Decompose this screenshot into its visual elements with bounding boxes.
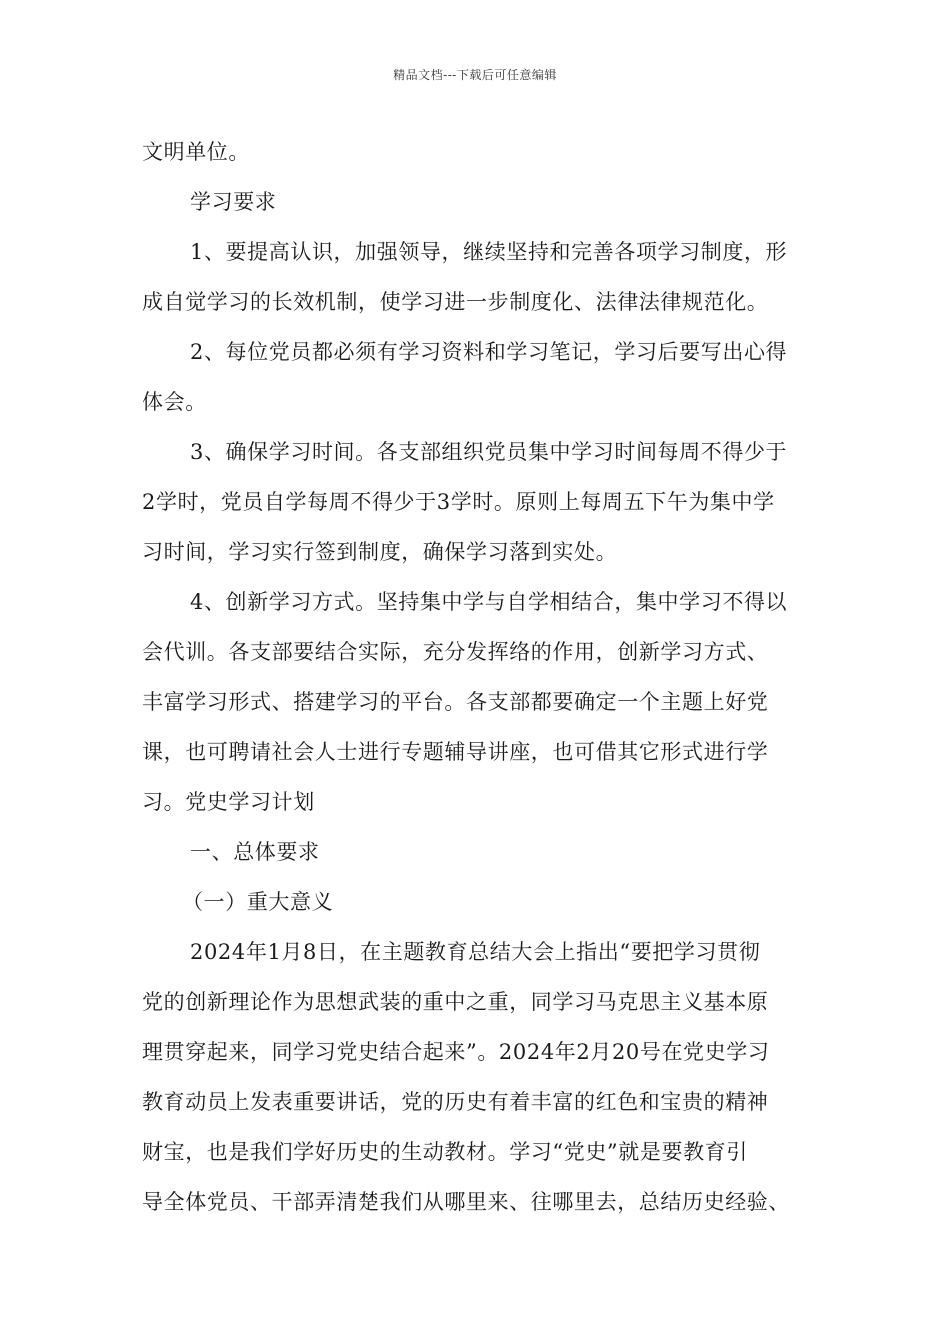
text-line: 会代训。各支部要结合实际，充分发挥络的作用，创新学习方式、 (142, 640, 769, 664)
text-line: 2024年1月8日，在主题教育总结大会上指出“要把学习贯彻 (190, 940, 761, 964)
text-line: 2学时，党员自学每周不得少于3学时。原则上每周五下午为集中学 (142, 490, 775, 514)
text-line: 党的创新理论作为思想武装的重中之重，同学习马克思主义基本原 (142, 990, 769, 1014)
text-line: 教育动员上发表重要讲话，党的历史有着丰富的红色和宝贵的精神 (142, 1090, 769, 1114)
text-line: 习时间，学习实行签到制度，确保学习落到实处。 (142, 540, 618, 564)
text-line: 2、每位党员都必须有学习资料和学习笔记，学习后要写出心得 (190, 340, 788, 364)
text-line: 丰富学习形式、搭建学习的平台。各支部都要确定一个主题上好党 (142, 690, 769, 714)
text-line: 导全体党员、干部弄清楚我们从哪里来、往哪里去，总结历史经验、 (142, 1190, 790, 1214)
text-line: 理贯穿起来，同学习党史结合起来”。2024年2月20号在党史学习 (142, 1040, 770, 1064)
text-line: 成自觉学习的长效机制，使学习进一步制度化、法律法律规范化。 (142, 290, 769, 314)
text-line: 文明单位。 (142, 140, 250, 164)
section-heading: 一、总体要求 (190, 840, 320, 864)
text-line: 4、创新学习方式。坚持集中学与自学相结合，集中学习不得以 (190, 590, 788, 614)
text-line: 1、要提高认识，加强领导，继续坚持和完善各项学习制度，形 (190, 240, 788, 264)
subsection-heading: （一）重大意义 (182, 890, 334, 914)
text-line: 习。党史学习计划 (142, 790, 315, 814)
text-line: 3、确保学习时间。各支部组织党员集中学习时间每周不得少于 (190, 440, 788, 464)
document-body (142, 130, 832, 1230)
text-line: 课，也可聘请社会人士进行专题辅导讲座，也可借其它形式进行学 (142, 740, 769, 764)
section-heading: 学习要求 (190, 190, 277, 214)
text-line: 体会。 (142, 390, 207, 414)
text-line: 财宝，也是我们学好历史的生动教材。学习“党史”就是要教育引 (142, 1140, 748, 1164)
page-header: 精品文档---下载后可任意编辑 (393, 68, 557, 82)
